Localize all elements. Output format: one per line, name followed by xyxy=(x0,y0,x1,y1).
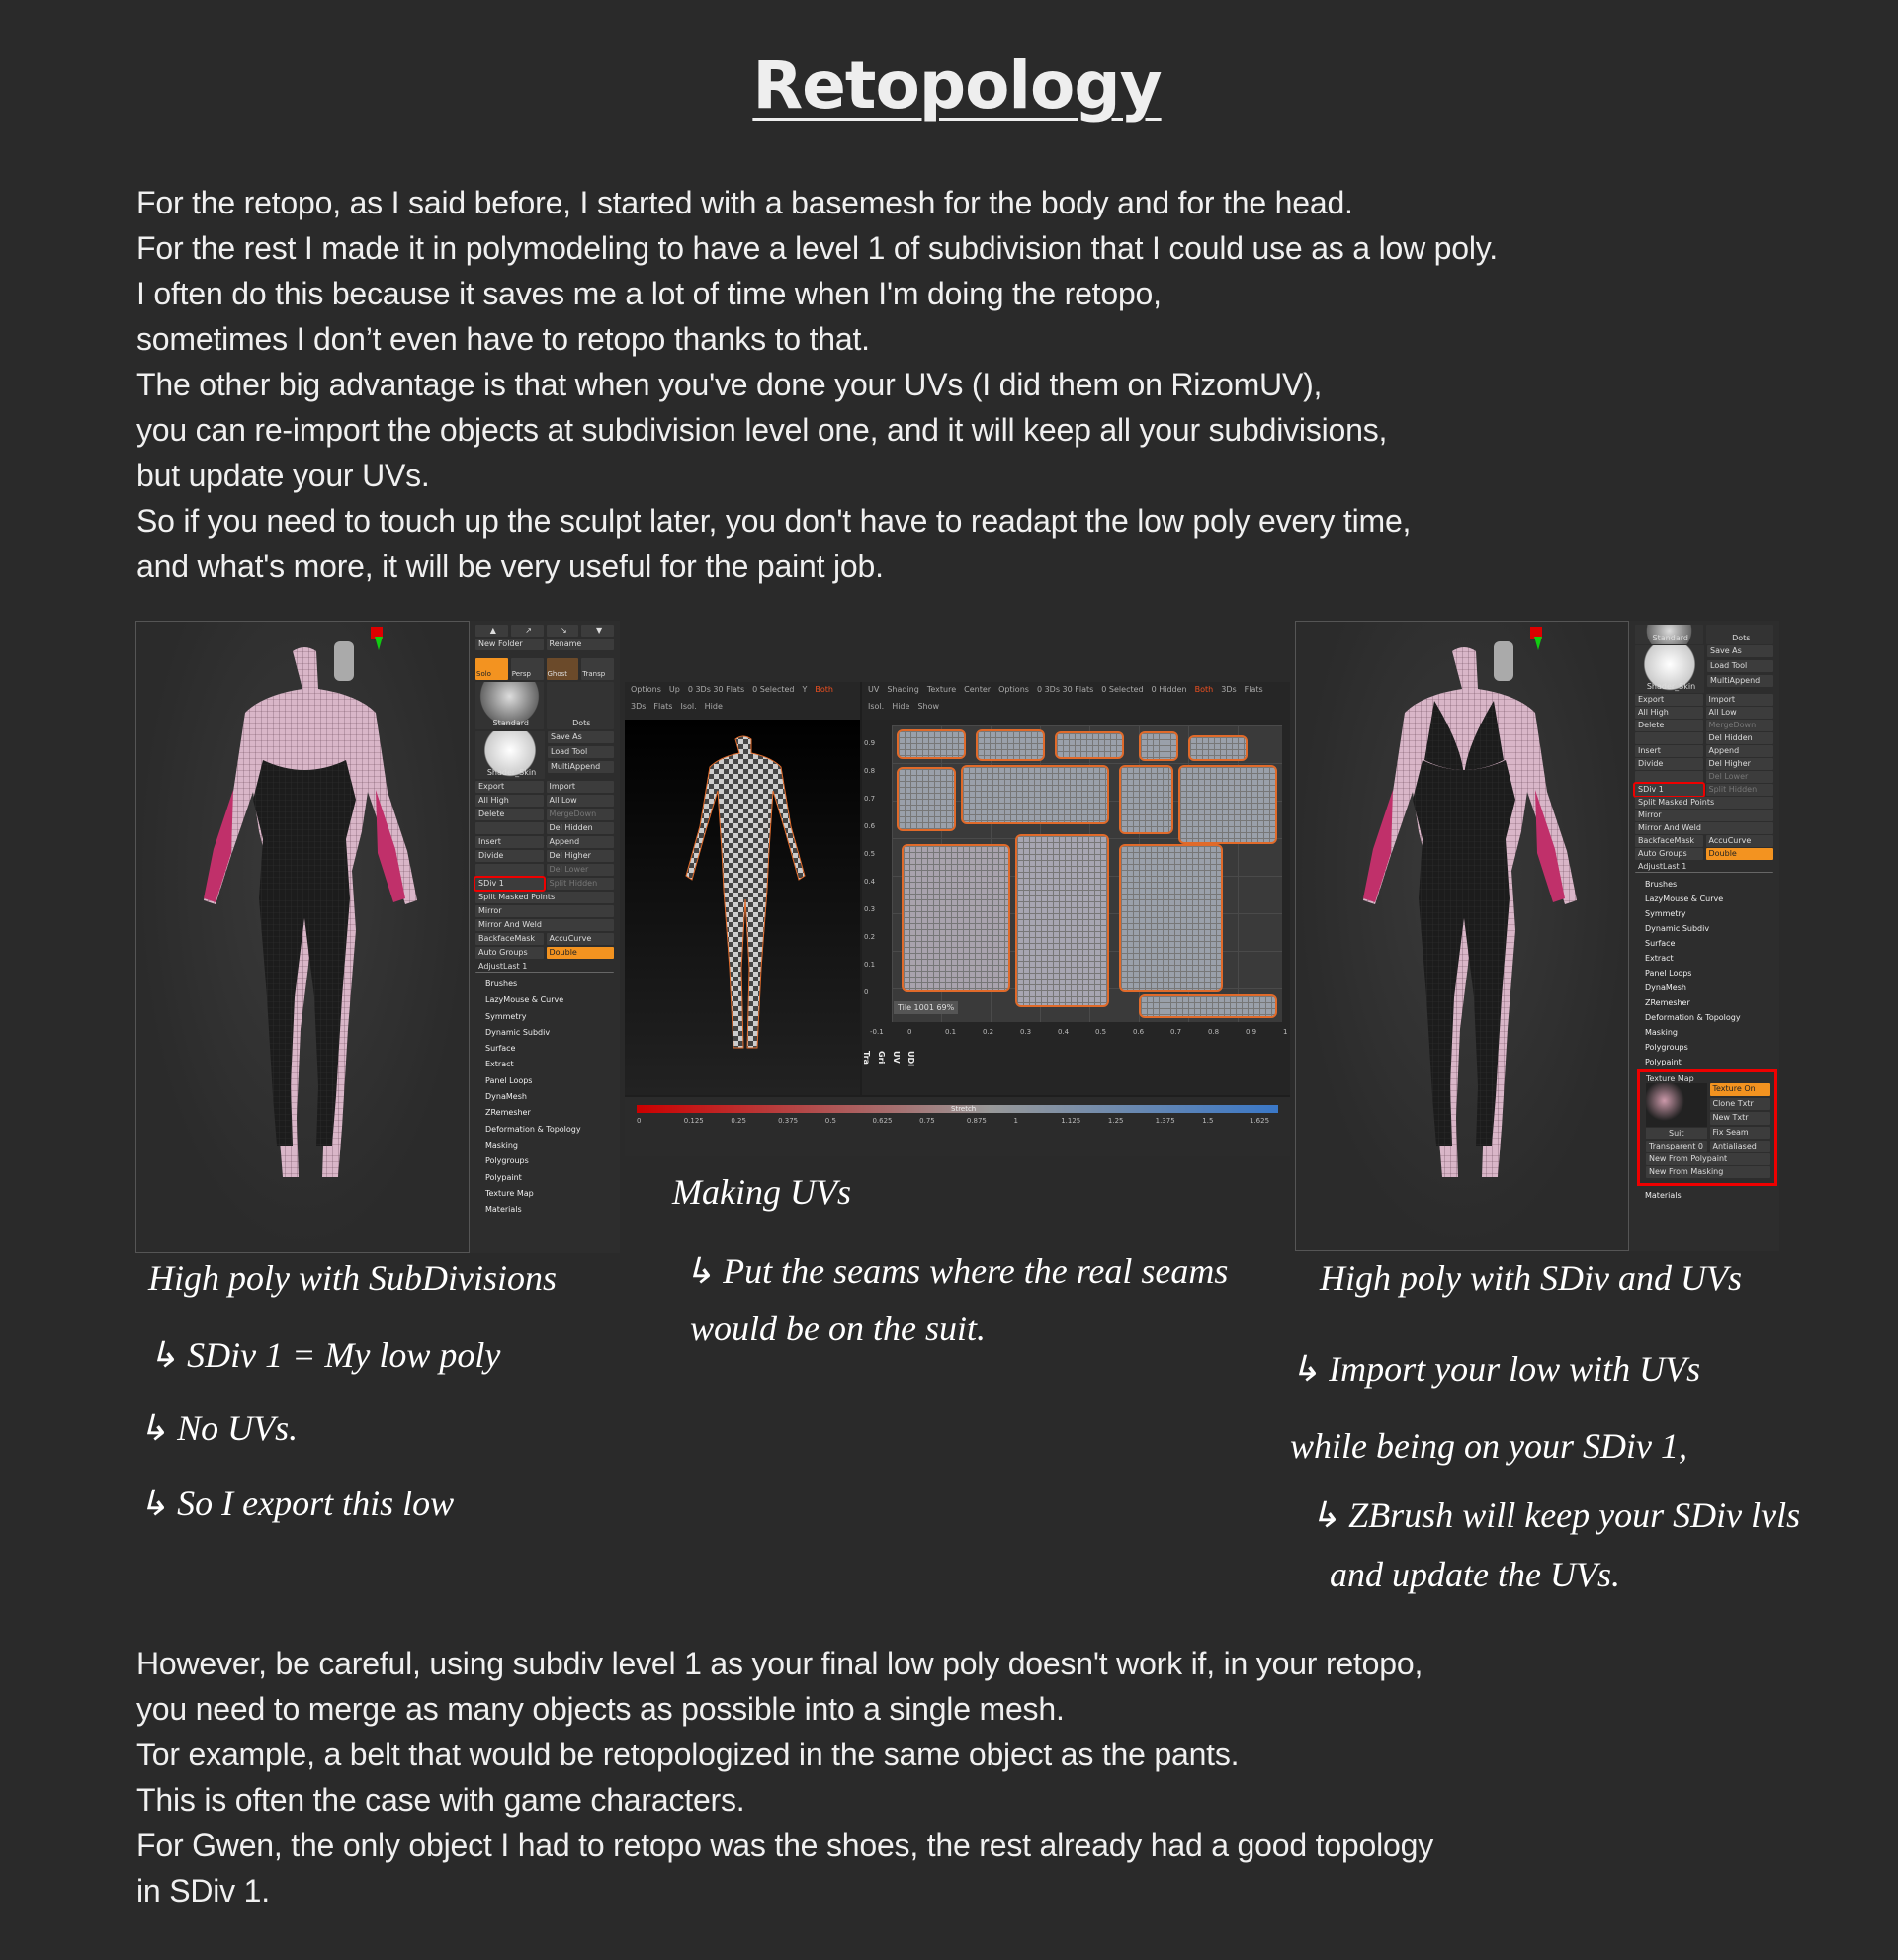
toolbar-item[interactable]: Options xyxy=(998,685,1029,694)
button-backfacemask[interactable]: BackfaceMask xyxy=(1635,835,1703,847)
toolbar-item[interactable]: Up xyxy=(668,685,680,694)
button-accucurve[interactable]: AccuCurve xyxy=(547,933,615,945)
button-append[interactable]: Append xyxy=(547,836,615,848)
folder-row xyxy=(475,625,614,637)
button-mirror[interactable]: Mirror xyxy=(1635,810,1773,821)
v-tick: 0.8 xyxy=(864,767,876,775)
v-tick: 0.5 xyxy=(864,850,876,858)
u-tick: 0.4 xyxy=(1058,1028,1070,1036)
subpalette-menu xyxy=(1635,877,1773,1203)
toolbar-item[interactable]: Both xyxy=(1194,685,1214,694)
character-model-with-uv xyxy=(1296,622,1628,1250)
menu-extract[interactable]: Extract xyxy=(485,1060,514,1069)
panel-row xyxy=(475,809,614,820)
button-del-lower[interactable]: Del Lower xyxy=(1706,771,1774,783)
panel-button[interactable]: Load Tool xyxy=(548,746,614,758)
intro-line: For the rest I made it in polymodeling to have a level 1 of subdivision that I could use as a low poly. xyxy=(136,230,1498,266)
right-toolbar xyxy=(862,682,1290,720)
antialiased-button[interactable]: Antialiased xyxy=(1710,1141,1771,1152)
u-tick: 1 xyxy=(1283,1028,1288,1036)
button-append[interactable]: Append xyxy=(1706,745,1774,757)
toolbar-item[interactable]: 0 Selected xyxy=(752,685,795,694)
outro-line: This is often the case with game characters. xyxy=(136,1782,745,1818)
new-texture-button[interactable]: New From Polypaint xyxy=(1646,1153,1770,1165)
menu-deformation-topology[interactable]: Deformation & Topology xyxy=(1645,1013,1741,1022)
panel-row xyxy=(475,878,614,890)
folder-arrow-button[interactable]: ▼ xyxy=(581,625,614,637)
v-tick: 0.7 xyxy=(864,795,876,803)
zbrush-uv-screenshot xyxy=(1295,621,1779,1251)
panel-button[interactable]: MultiAppend xyxy=(548,761,614,773)
rename-button[interactable]: Rename xyxy=(547,639,615,650)
button-mergedown[interactable]: MergeDown xyxy=(547,809,615,820)
button-backfacemask[interactable]: BackfaceMask xyxy=(475,933,544,945)
handwritten-note: ↳ No UVs. xyxy=(138,1408,299,1448)
material-thumb[interactable]: Shader_Skin xyxy=(475,731,545,779)
button-del-lower[interactable]: Del Lower xyxy=(547,864,615,876)
new-row xyxy=(1646,1153,1770,1165)
viewport xyxy=(135,621,470,1253)
outro-line: For Gwen, the only object I had to retopo was the shoes, the rest already had a good topology xyxy=(136,1828,1434,1863)
u-axis xyxy=(862,1028,1290,1048)
intro-line: you can re-import the objects at subdivision level one, and it will keep all your subdivisions, xyxy=(136,412,1388,448)
u-tick: 0.7 xyxy=(1170,1028,1182,1036)
panel-row xyxy=(1635,835,1773,847)
menu-masking[interactable]: Masking xyxy=(1645,1028,1678,1037)
stretch-tick: 0 xyxy=(637,1117,642,1125)
panel-row xyxy=(475,781,614,793)
side-tab[interactable]: Gri xyxy=(877,1051,886,1065)
panel-row xyxy=(1635,810,1773,821)
toolbar-item[interactable]: Flats xyxy=(1244,685,1263,694)
menu-polypaint[interactable]: Polypaint xyxy=(1645,1058,1682,1066)
tile-label: Tile 1001 69% xyxy=(894,1001,958,1014)
side-tab[interactable]: UV xyxy=(892,1051,901,1064)
menu-materials[interactable]: Materials xyxy=(485,1205,522,1215)
handwritten-note: Making UVs xyxy=(672,1172,851,1212)
panel-row xyxy=(1635,732,1773,744)
intro-line: and what's more, it will be very useful for the paint job. xyxy=(136,549,884,584)
button-sdiv-1[interactable]: SDiv 1 xyxy=(1635,784,1703,796)
texture-thumb-image[interactable] xyxy=(1646,1083,1707,1127)
side-tab[interactable]: Tra xyxy=(862,1051,871,1065)
menu-polygroups[interactable]: Polygroups xyxy=(485,1156,529,1166)
stretch-label: Stretch xyxy=(951,1105,977,1113)
button-adjustlast-1[interactable]: AdjustLast 1 xyxy=(1635,861,1773,873)
toolbar-item[interactable]: Isol. xyxy=(680,702,697,711)
menu-texture-map[interactable]: Texture Map xyxy=(1646,1074,1694,1083)
button-insert[interactable]: Insert xyxy=(1635,745,1703,757)
button-delete[interactable]: Delete xyxy=(475,809,544,820)
v-tick: 0.4 xyxy=(864,878,876,886)
stretch-tick: 0.5 xyxy=(824,1117,836,1125)
menu-lazymouse-curve[interactable]: LazyMouse & Curve xyxy=(485,995,564,1005)
subpalette-menu xyxy=(475,977,614,1218)
intro-line: sometimes I don’t even have to retopo thanks to that. xyxy=(136,321,870,357)
button-split-masked-points[interactable]: Split Masked Points xyxy=(1635,797,1773,809)
menu-symmetry[interactable]: Symmetry xyxy=(1645,909,1686,918)
toolbar-item[interactable]: 0 Hidden xyxy=(1151,685,1187,694)
button-mergedown[interactable]: MergeDown xyxy=(1706,720,1774,731)
panel-row xyxy=(475,933,614,945)
button-all-high[interactable]: All High xyxy=(475,795,544,807)
material-row xyxy=(1635,645,1773,693)
menu-symmetry[interactable]: Symmetry xyxy=(485,1011,527,1021)
texture-button[interactable]: New Txtr xyxy=(1710,1112,1771,1125)
toolbar-item[interactable]: Both xyxy=(815,685,833,694)
toolbar-item[interactable]: Hide xyxy=(704,702,723,711)
toolbar-item[interactable]: 3Ds xyxy=(631,702,647,711)
button-del-hidden[interactable]: Del Hidden xyxy=(547,822,615,834)
transparent-slider[interactable]: Transparent 0 xyxy=(1646,1141,1707,1152)
panel-row xyxy=(1635,848,1773,860)
folder-arrow-button[interactable]: ↗ xyxy=(511,625,544,637)
v-tick: 0.2 xyxy=(864,933,876,941)
menu-polygroups[interactable]: Polygroups xyxy=(1645,1043,1688,1052)
texture-thumb-column xyxy=(1646,1083,1707,1139)
menu-panel-loops[interactable]: Panel Loops xyxy=(1645,969,1692,978)
panel-row xyxy=(1635,771,1773,783)
u-tick: 0.6 xyxy=(1133,1028,1145,1036)
material-row xyxy=(475,731,614,779)
menu-lazymouse-curve[interactable]: LazyMouse & Curve xyxy=(1645,895,1724,903)
panel-row xyxy=(1635,720,1773,731)
button-export[interactable]: Export xyxy=(1635,694,1703,706)
brush-thumbs xyxy=(1635,625,1773,644)
3d-view xyxy=(625,720,860,1095)
handwritten-note: High poly with SDiv and UVs xyxy=(1320,1258,1742,1298)
button-all-high[interactable]: All High xyxy=(1635,707,1703,719)
panel-row xyxy=(475,836,614,848)
panel-row xyxy=(1635,707,1773,719)
button-split-masked-points[interactable]: Split Masked Points xyxy=(475,892,614,903)
menu-masking[interactable]: Masking xyxy=(485,1140,518,1150)
menu-dynamic-subdiv[interactable]: Dynamic Subdiv xyxy=(485,1027,551,1037)
panel-row xyxy=(475,947,614,959)
button-adjustlast-1[interactable]: AdjustLast 1 xyxy=(475,961,614,973)
panel-spacer xyxy=(1635,732,1703,744)
v-tick: 0.1 xyxy=(864,961,876,969)
toolbar-item[interactable]: 0 3Ds 30 Flats xyxy=(687,685,745,694)
toolbar-item[interactable]: Center xyxy=(964,685,992,694)
handwritten-note: ↳ So I export this low xyxy=(138,1484,455,1523)
panel-row xyxy=(475,822,614,834)
side-tabs xyxy=(862,1051,915,1095)
button-delete[interactable]: Delete xyxy=(1635,720,1703,731)
toggle-persp[interactable]: Persp xyxy=(511,658,544,680)
stretch-tick: 0.25 xyxy=(731,1117,746,1125)
button-export[interactable]: Export xyxy=(475,781,544,793)
stretch-tick: 1.5 xyxy=(1202,1117,1214,1125)
panel-spacer xyxy=(475,864,544,876)
u-tick: 0.3 xyxy=(1020,1028,1032,1036)
panel-button[interactable]: MultiAppend xyxy=(1707,675,1773,687)
u-tick: 0.1 xyxy=(945,1028,957,1036)
button-accucurve[interactable]: AccuCurve xyxy=(1706,835,1774,847)
u-tick: -0.1 xyxy=(870,1028,884,1036)
panel-row xyxy=(1635,822,1773,834)
character-model-no-uv xyxy=(136,622,469,1252)
toolbar-item[interactable]: Hide xyxy=(892,702,910,711)
viewport xyxy=(1295,621,1629,1251)
toolbar-item[interactable]: UV xyxy=(868,685,880,694)
stretch-tick: 0.625 xyxy=(872,1117,893,1125)
brush-thumb-0[interactable]: Standard xyxy=(475,682,544,729)
intro-line: So if you need to touch up the sculpt later, you don't have to readapt the low poly every time, xyxy=(136,503,1412,539)
stretch-tick: 1.125 xyxy=(1061,1117,1081,1125)
button-del-higher[interactable]: Del Higher xyxy=(1706,758,1774,770)
intro-line: I often do this because it saves me a lot of time when I'm doing the retopo, xyxy=(136,276,1162,311)
brush-thumb-1[interactable]: Dots xyxy=(1706,625,1774,644)
u-tick: 0.5 xyxy=(1095,1028,1107,1036)
toolbar-item[interactable]: Flats xyxy=(653,702,673,711)
menu-dynamic-subdiv[interactable]: Dynamic Subdiv xyxy=(1645,924,1710,933)
panel-row xyxy=(475,905,614,917)
left-toolbar xyxy=(625,682,860,720)
v-tick: 0.6 xyxy=(864,822,876,830)
toolbar-item[interactable]: Y xyxy=(802,685,808,694)
brush-thumb-0[interactable]: Standard xyxy=(1635,625,1703,644)
outro-paragraph xyxy=(136,1641,1856,1914)
brush-thumbs xyxy=(475,682,614,729)
handwritten-note: ↳ Import your low with UVs xyxy=(1290,1349,1701,1389)
intro-line: The other big advantage is that when you've done your UVs (I did them on RizomUV), xyxy=(136,367,1323,402)
texture-map-section xyxy=(1637,1069,1777,1186)
texture-button[interactable]: Texture On xyxy=(1710,1083,1771,1096)
new-row xyxy=(1646,1166,1770,1178)
texture-thumb[interactable]: Suit xyxy=(1646,1128,1707,1139)
folder-arrow-button[interactable]: ↘ xyxy=(547,625,579,637)
panel-row xyxy=(475,919,614,931)
uv-grid xyxy=(892,725,1282,1022)
transparent-row xyxy=(1646,1141,1770,1152)
toolbar-item[interactable]: Options xyxy=(631,685,661,694)
menu-panel-loops[interactable]: Panel Loops xyxy=(485,1075,533,1085)
checker-model xyxy=(625,720,860,1095)
stretch-tick: 1.25 xyxy=(1107,1117,1124,1125)
page-title: Retopology xyxy=(752,47,1162,124)
v-axis xyxy=(864,725,884,1022)
u-tick: 0.9 xyxy=(1246,1028,1257,1036)
texture-button[interactable]: Clone Txtr xyxy=(1710,1098,1771,1111)
panel-row xyxy=(475,961,614,973)
outro-line: in SDiv 1. xyxy=(136,1873,270,1909)
toolbar-item[interactable]: 3Ds xyxy=(1221,685,1237,694)
side-tab[interactable]: UDI xyxy=(906,1051,915,1067)
tool-panel xyxy=(1629,621,1779,1251)
uv-view xyxy=(862,720,1290,1095)
button-mirror[interactable]: Mirror xyxy=(475,905,614,917)
button-divide[interactable]: Divide xyxy=(475,850,544,862)
material-thumb[interactable]: Shader_Skin xyxy=(1635,645,1704,693)
new-folder-button[interactable]: New Folder xyxy=(475,639,544,650)
panel-row xyxy=(1635,784,1773,796)
stretch-tick: 0.75 xyxy=(919,1117,935,1125)
stretch-tick: 0.875 xyxy=(966,1117,987,1125)
menu-materials[interactable]: Materials xyxy=(1645,1191,1682,1200)
panel-row xyxy=(1635,797,1773,809)
menu-surface[interactable]: Surface xyxy=(485,1044,516,1054)
stretch-legend xyxy=(625,1097,1290,1156)
toolbar-item[interactable]: 0 3Ds 30 Flats xyxy=(1036,685,1094,694)
toolbar-item[interactable]: Texture xyxy=(926,685,957,694)
button-auto-groups[interactable]: Auto Groups xyxy=(1635,848,1703,860)
button-split-hidden[interactable]: Split Hidden xyxy=(547,878,615,890)
intro-paragraph xyxy=(136,180,1856,589)
button-sdiv-1[interactable]: SDiv 1 xyxy=(475,878,544,890)
u-tick: 0.2 xyxy=(983,1028,994,1036)
v-tick: 0 xyxy=(864,988,869,996)
toolbar-item[interactable]: Show xyxy=(917,702,940,711)
button-mirror-and-weld[interactable]: Mirror And Weld xyxy=(1635,822,1773,834)
panel-button[interactable]: Load Tool xyxy=(1707,660,1773,672)
handwritten-note: ↳ Put the seams where the real seams xyxy=(684,1251,1229,1291)
button-mirror-and-weld[interactable]: Mirror And Weld xyxy=(475,919,614,931)
panel-row xyxy=(1635,745,1773,757)
outro-line: Tor example, a belt that would be retopologized in the same object as the pants. xyxy=(136,1737,1240,1772)
menu-dynamesh[interactable]: DynaMesh xyxy=(485,1092,527,1102)
toolbar-item[interactable]: 0 Selected xyxy=(1101,685,1144,694)
brush-thumb-1[interactable]: Dots xyxy=(547,682,615,729)
panel-button[interactable]: Save As xyxy=(1707,645,1773,657)
stretch-tick: 1.625 xyxy=(1250,1117,1270,1125)
panel-row xyxy=(475,892,614,903)
outro-line: you need to merge as many objects as possible into a single mesh. xyxy=(136,1691,1065,1727)
outro-line: However, be careful, using subdiv level 1 as your final low poly doesn't work if, in your retopo, xyxy=(136,1646,1424,1681)
stretch-tick: 0.375 xyxy=(778,1117,799,1125)
panel-row xyxy=(1635,694,1773,706)
handwritten-note: and update the UVs. xyxy=(1330,1555,1620,1594)
button-import[interactable]: Import xyxy=(547,781,615,793)
button-del-hidden[interactable]: Del Hidden xyxy=(1706,732,1774,744)
button-double[interactable]: Double xyxy=(547,947,615,959)
intro-line: For the retopo, as I said before, I started with a basemesh for the body and for the head. xyxy=(136,185,1353,220)
panel-spacer xyxy=(1635,771,1703,783)
toggle-transp[interactable]: Transp xyxy=(581,658,614,680)
handwritten-note: ↳ ZBrush will keep your SDiv lvls xyxy=(1310,1495,1801,1535)
new-texture-button[interactable]: New From Masking xyxy=(1646,1166,1770,1178)
u-tick: 0.8 xyxy=(1208,1028,1220,1036)
texture-buttons xyxy=(1710,1083,1771,1139)
u-tick: 0 xyxy=(907,1028,912,1036)
button-del-higher[interactable]: Del Higher xyxy=(547,850,615,862)
button-all-low[interactable]: All Low xyxy=(1706,707,1774,719)
button-insert[interactable]: Insert xyxy=(475,836,544,848)
menu-surface[interactable]: Surface xyxy=(1645,939,1676,948)
panel-row xyxy=(1635,861,1773,873)
handwritten-note: ↳ SDiv 1 = My low poly xyxy=(148,1335,501,1375)
uv-editor-screenshot xyxy=(625,682,1290,1156)
menu-texture-map[interactable]: Texture Map xyxy=(485,1188,534,1198)
handwritten-note: would be on the suit. xyxy=(690,1309,986,1348)
menu-deformation-topology[interactable]: Deformation & Topology xyxy=(485,1124,581,1134)
menu-polypaint[interactable]: Polypaint xyxy=(485,1172,522,1182)
v-tick: 0.9 xyxy=(864,739,876,747)
panel-row xyxy=(475,864,614,876)
button-import[interactable]: Import xyxy=(1706,694,1774,706)
menu-zremesher[interactable]: ZRemesher xyxy=(485,1108,531,1118)
handwritten-note: High poly with SubDivisions xyxy=(148,1258,557,1298)
panel-row xyxy=(1635,758,1773,770)
panel-button[interactable]: Save As xyxy=(548,731,614,743)
folder-arrow-button[interactable]: ▲ xyxy=(475,625,508,637)
v-tick: 0.3 xyxy=(864,905,876,913)
menu-brushes[interactable]: Brushes xyxy=(1645,880,1678,889)
panel-row xyxy=(475,850,614,862)
texture-button[interactable]: Fix Seam xyxy=(1710,1127,1771,1140)
toolbar-item[interactable]: Isol. xyxy=(868,702,885,711)
folder-buttons xyxy=(475,639,614,650)
button-divide[interactable]: Divide xyxy=(1635,758,1703,770)
toggle-solo[interactable]: Solo xyxy=(475,658,508,680)
toolbar-item[interactable]: Shading xyxy=(887,685,919,694)
button-double[interactable]: Double xyxy=(1706,848,1774,860)
menu-dynamesh[interactable]: DynaMesh xyxy=(1645,983,1686,992)
stretch-tick: 1.375 xyxy=(1155,1117,1175,1125)
texture-row xyxy=(1646,1083,1770,1139)
menu-extract[interactable]: Extract xyxy=(1645,954,1674,963)
panel-spacer xyxy=(475,822,544,834)
menu-zremesher[interactable]: ZRemesher xyxy=(1645,998,1690,1007)
handwritten-note: while being on your SDiv 1, xyxy=(1290,1426,1687,1466)
zbrush-highpoly-screenshot xyxy=(135,621,620,1253)
intro-line: but update your UVs. xyxy=(136,458,430,493)
panel-row xyxy=(475,795,614,807)
button-split-hidden[interactable]: Split Hidden xyxy=(1706,784,1774,796)
button-all-low[interactable]: All Low xyxy=(547,795,615,807)
stretch-tick: 0.125 xyxy=(683,1117,704,1125)
menu-brushes[interactable]: Brushes xyxy=(485,980,518,988)
button-auto-groups[interactable]: Auto Groups xyxy=(475,947,544,959)
stretch-tick: 1 xyxy=(1013,1117,1018,1125)
view-toggles xyxy=(475,658,614,680)
toggle-ghost[interactable]: Ghost xyxy=(547,658,579,680)
tool-panel xyxy=(470,621,620,1253)
